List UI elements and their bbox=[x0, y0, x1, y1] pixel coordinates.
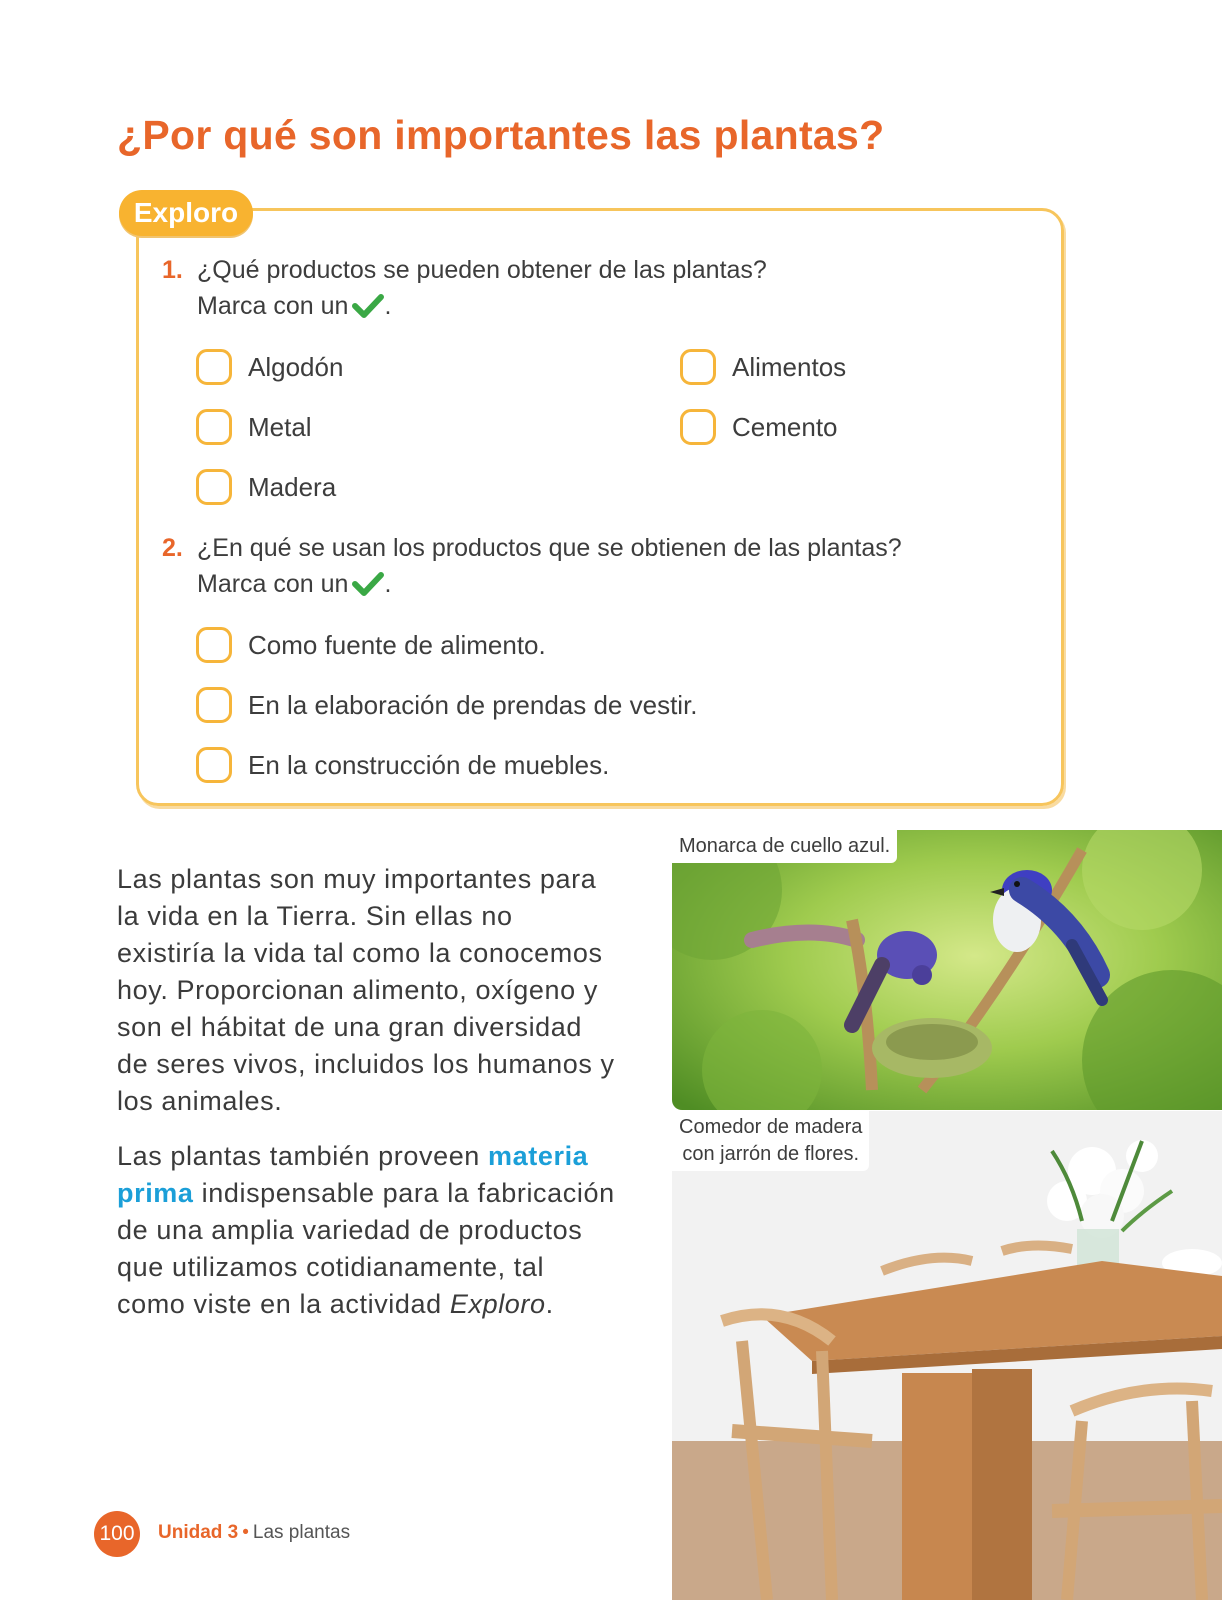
dining-room-photo bbox=[672, 1111, 1222, 1600]
check-mark-icon bbox=[352, 570, 384, 606]
dining-room-photo-caption: Comedor de madera con jarrón de flores. bbox=[672, 1111, 869, 1171]
option-madera: Madera bbox=[196, 467, 336, 507]
checkbox-prendas[interactable] bbox=[196, 687, 232, 723]
question-2-number: 2. bbox=[162, 534, 183, 562]
body-paragraph-1: Las plantas son muy importantes para la vida en la Tierra. Sin ellas no existiría la vida tal como la conocemos hoy. Proporcionan alimento, oxígeno y son el hábitat de una gran diversidad de seres vivos, incluidos los humanos y los animales. bbox=[117, 864, 615, 1116]
checkbox-alimento[interactable] bbox=[196, 627, 232, 663]
option-prendas: En la elaboración de prendas de vestir. bbox=[196, 685, 698, 725]
question-2-text: ¿En qué se usan los productos que se obtienen de las plantas? bbox=[197, 534, 902, 562]
question-1-number: 1. bbox=[162, 256, 183, 284]
option-cemento: Cemento bbox=[680, 407, 838, 447]
body-paragraph-2: Las plantas también proveen materia prima indispensable para la fabricación de una amplia variedad de productos que utilizamos cotidianamente, tal como viste en la actividad Exploro. bbox=[117, 1141, 615, 1319]
explore-tab-label: Exploro bbox=[119, 190, 253, 236]
bird-photo bbox=[672, 830, 1222, 1110]
option-alimento: Como fuente de alimento. bbox=[196, 625, 546, 665]
checkbox-alimentos[interactable] bbox=[680, 349, 716, 385]
option-muebles: En la construcción de muebles. bbox=[196, 745, 609, 785]
question-1-text: ¿Qué productos se pueden obtener de las plantas? bbox=[197, 256, 767, 284]
option-algodon: Algodón bbox=[196, 347, 343, 387]
checkbox-cemento[interactable] bbox=[680, 409, 716, 445]
question-2 bbox=[162, 530, 902, 606]
page-number: 100 bbox=[94, 1511, 140, 1557]
footer-unit-label: Unidad 3 • Las plantas bbox=[158, 1522, 351, 1543]
option-metal: Metal bbox=[196, 407, 312, 447]
question-1 bbox=[162, 252, 767, 328]
question-1-instruction: Marca con un . bbox=[197, 288, 767, 328]
option-alimentos: Alimentos bbox=[680, 347, 846, 387]
checkbox-muebles[interactable] bbox=[196, 747, 232, 783]
page-title: ¿Por qué son importantes las plantas? bbox=[117, 112, 885, 158]
question-2-instruction: Marca con un . bbox=[197, 566, 902, 606]
checkbox-madera[interactable] bbox=[196, 469, 232, 505]
key-term-materia-prima: materia prima bbox=[117, 1141, 589, 1208]
checkbox-algodon[interactable] bbox=[196, 349, 232, 385]
bird-photo-caption: Monarca de cuello azul. bbox=[672, 830, 897, 863]
checkbox-metal[interactable] bbox=[196, 409, 232, 445]
check-mark-icon bbox=[352, 292, 384, 328]
